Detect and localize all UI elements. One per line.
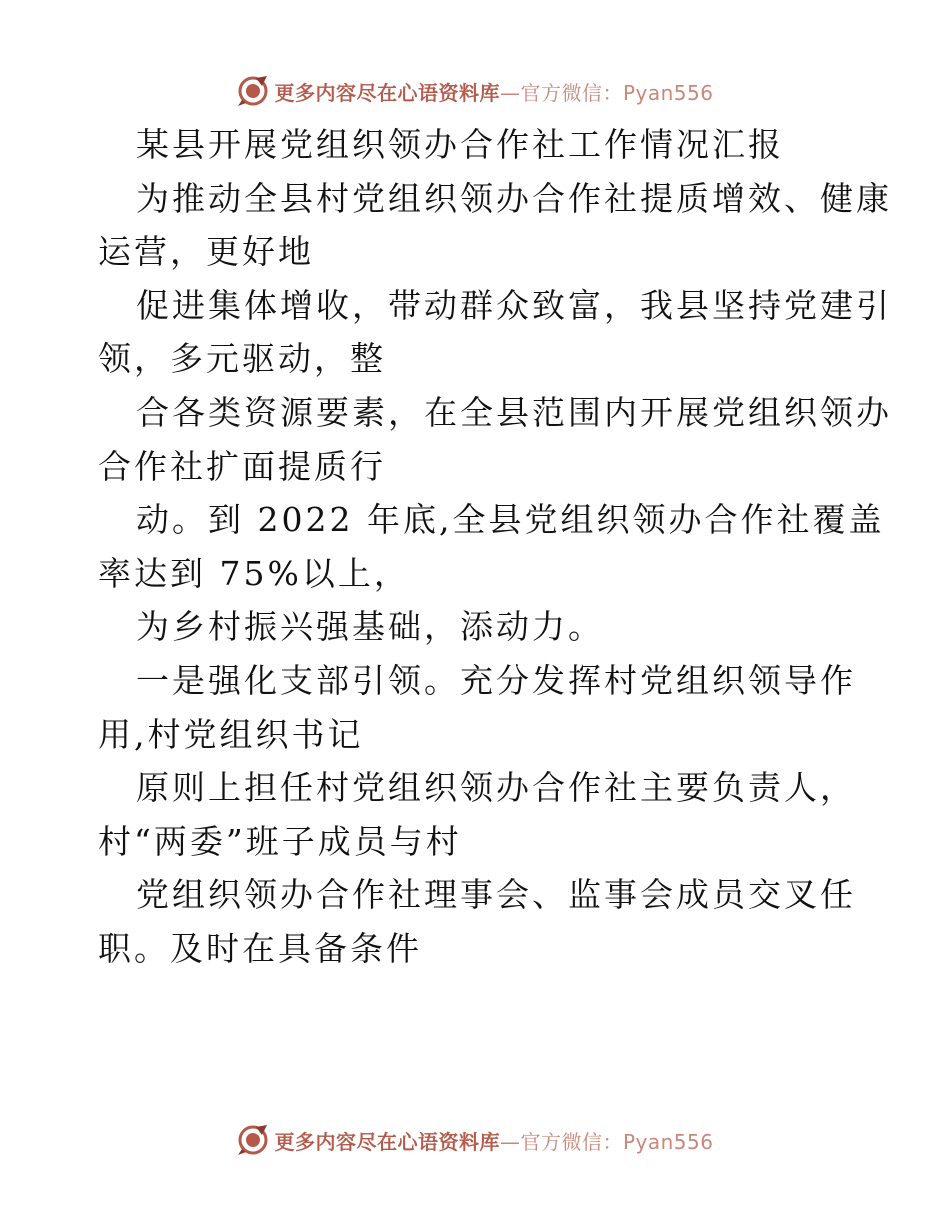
watermark-text: 更多内容尽在心语资料库—官方微信：Pyan556 [274, 80, 714, 105]
text-line: 村“两委”班子成员与村 [98, 821, 462, 861]
text-line: 运营，更好地 [98, 232, 314, 272]
text-line: 原则上担任村党组织领办合作社主要负责人， [136, 768, 856, 808]
footer-watermark-banner [0, 1120, 950, 1160]
text-line: 合作社扩面提质行 [98, 446, 386, 486]
text-line: 动。到 2022 年底,全县党组织领办合作社覆盖 [136, 500, 885, 540]
text-line: 领，多元驱动，整 [98, 339, 386, 379]
text-line: 某县开展党组织领办合作社工作情况汇报 [136, 125, 784, 164]
text-line: 为乡村振兴强基础，添动力。 [136, 607, 604, 647]
quill-seal-icon [236, 74, 270, 108]
text-line: 促进集体增收，带动群众致富，我县坚持党建引 [136, 285, 892, 325]
text-line: 职。及时在具备条件 [98, 928, 422, 968]
quill-seal-icon [236, 1123, 270, 1157]
text-line: 合各类资源要素，在全县范围内开展党组织领办 [136, 392, 892, 432]
header-watermark-banner [0, 71, 950, 111]
watermark-text: 更多内容尽在心语资料库—官方微信：Pyan556 [274, 1129, 714, 1154]
text-line: 一是强化支部引领。充分发挥村党组织领导作 [136, 660, 856, 700]
text-line: 党组织领办合作社理事会、监事会成员交叉任 [136, 875, 856, 915]
text-line: 率达到 75%以上， [98, 553, 410, 593]
document-body [98, 118, 892, 976]
text-line: 用,村党组织书记 [98, 714, 364, 754]
text-line: 为推动全县村党组织领办合作社提质增效、健康 [136, 178, 892, 218]
